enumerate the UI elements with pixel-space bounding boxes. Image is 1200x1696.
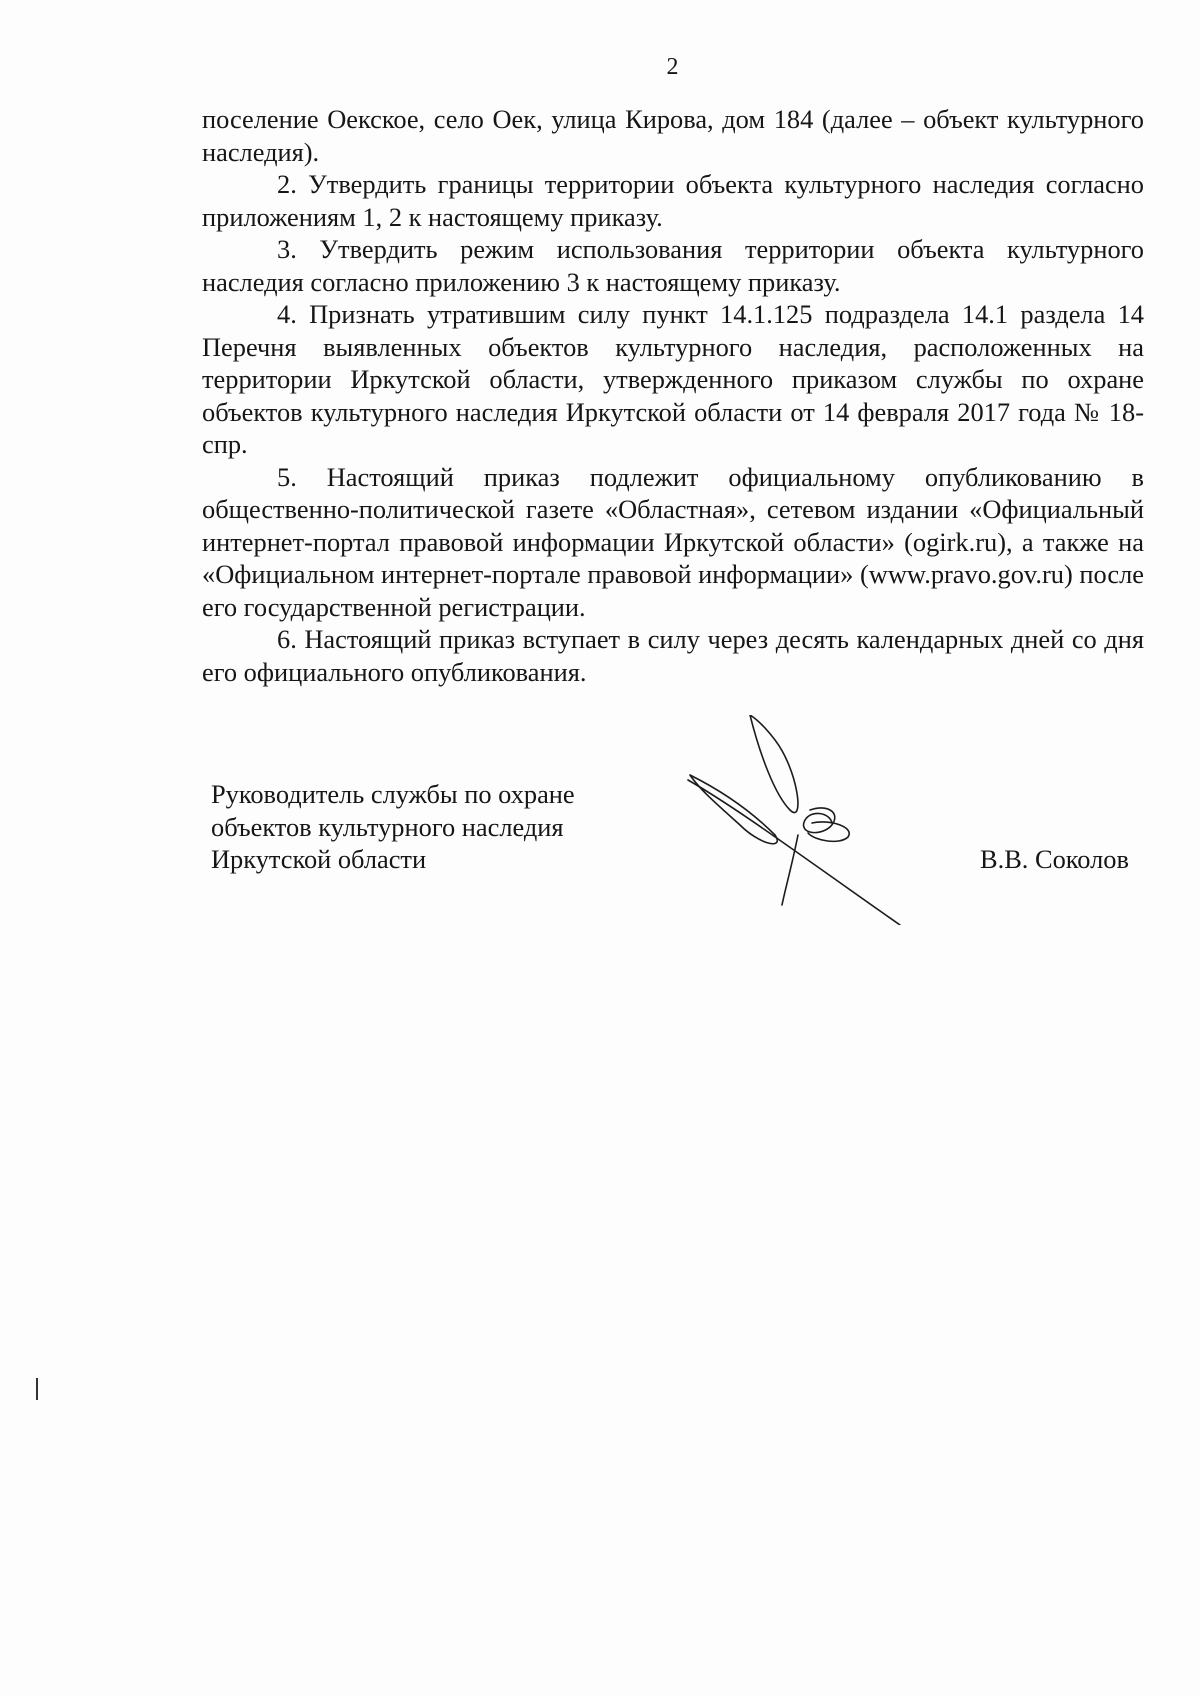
paragraph-item-3: 3. Утвердить режим использования территории объекта культурного наследия согласно приложению 3 к настоящему приказу.	[202, 234, 1144, 297]
signatory-position-line: Иркутской области	[211, 844, 427, 874]
signatory-position	[211, 778, 575, 876]
paragraph-item-5: 5. Настоящий приказ подлежит официальному опубликованию в общественно-политической газете «Областная», сетевом издании «Официальный интернет-портал правовой информации Иркутской области» (ogirk.ru), а также на «Официальном интернет-портале правовой информации» (www.pravo.gov.ru) после его государственной регистрации.	[202, 461, 1144, 622]
page-number: 2	[666, 54, 679, 80]
document-body	[202, 103, 1144, 688]
scan-artifact	[36, 1378, 38, 1400]
handwritten-signature	[680, 715, 920, 925]
paragraph-item-6: 6. Настоящий приказ вступает в силу через десять календарных дней со дня его официального опубликования.	[202, 624, 1144, 687]
signatory-position-line: Руководитель службы по охране	[211, 779, 575, 809]
paragraph-item-2: 2. Утвердить границы территории объекта культурного наследия согласно приложениям 1, 2 к настоящему приказу.	[202, 169, 1144, 232]
signatory-name: В.В. Соколов	[980, 844, 1129, 874]
signatory-position-line: объектов культурного наследия	[211, 811, 564, 842]
paragraph-item-4: 4. Признать утратившим силу пункт 14.1.125 подраздела 14.1 раздела 14 Перечня выявленных объектов культурного наследия, расположенных на территории Иркутской области, утвержденного приказом службы по охране объектов культурного наследия Иркутской области от 14 февраля 2017 года № 18-спр.	[202, 299, 1144, 459]
paragraph-continuation: поселение Оекское, село Оек, улица Кирова, дом 184 (далее – объект культурного наследия).	[202, 104, 1144, 167]
